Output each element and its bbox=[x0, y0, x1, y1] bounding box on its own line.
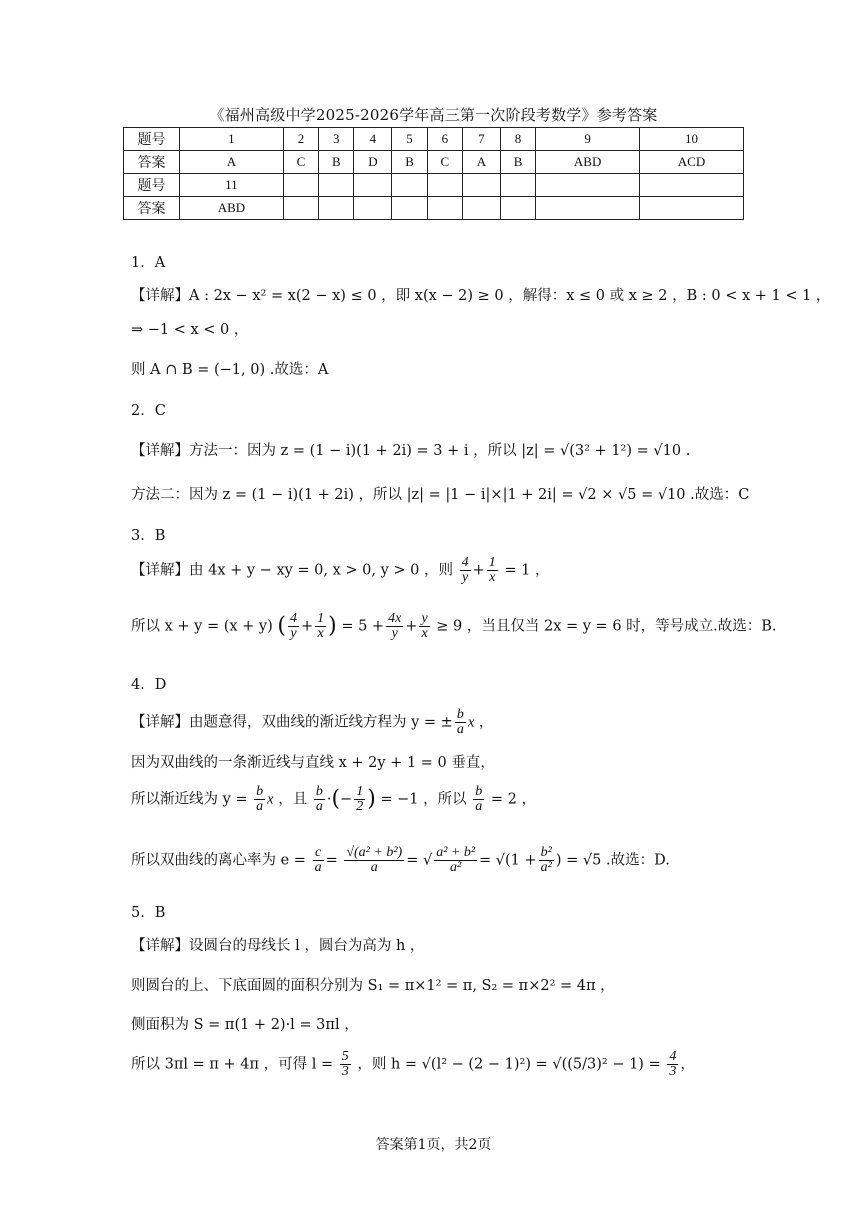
q5-text: 所以 3πl = π + 4π ，可得 l = bbox=[131, 1056, 334, 1073]
table-cell: A bbox=[180, 151, 284, 174]
table-cell bbox=[640, 174, 744, 197]
q3-detail-line: 【详解】由 4x + y − xy = 0, x > 0, y > 0 ，则 $\frac{4}{y}$ + $\frac{1}{x}$ = 1 ， bbox=[131, 555, 550, 585]
table-cell: B bbox=[500, 151, 535, 174]
q4-detail-line: 所以双曲线的离心率为 e = $\frac{c}{a}$ = $\frac{\text{√(a² + b²)}}{a}$ = √ $\frac{\text{a² + b²}}{\text{a²}}$ = √(1 + $\frac{\text{b²}}{\text{a²}}$ ) = √5 .故选：D. bbox=[131, 845, 670, 875]
q4-detail-line: 所以渐近线为 y = $\frac{b}{a}$ x ，且 $\frac{b}{a}$ ·(− $\frac{1}{2}$ ) = −1 ，所以 $\frac{b}{a}$ = 2 ， bbox=[131, 784, 536, 814]
table-cell bbox=[536, 174, 640, 197]
table-row bbox=[124, 197, 744, 220]
fraction: $\frac{\text{a² + b²}}{\text{a²}}$ bbox=[436, 845, 476, 875]
fraction: $\frac{1}{x}$ bbox=[317, 611, 325, 641]
q3-heading: 3．B bbox=[131, 528, 166, 544]
fraction: $\frac{y}{x}$ bbox=[421, 611, 428, 641]
q3-text: = 1 ， bbox=[504, 562, 550, 579]
table-cell: 5 bbox=[392, 128, 427, 151]
q2-method-one: 【详解】方法一：因为 z = (1 − i)(1 + 2i) = 3 + i ，所以 |z| = √(3² + 1²) = √10 . bbox=[131, 443, 691, 459]
q5-detail-line: 侧面积为 S = π(1 + 2)·l = 3πl ， bbox=[131, 1017, 359, 1033]
table-cell: C bbox=[427, 151, 462, 174]
table-cell bbox=[354, 197, 392, 220]
q4-text: ，且 bbox=[278, 791, 308, 808]
fraction: $\frac{b}{a}$ bbox=[315, 784, 323, 814]
fraction: $\frac{c}{a}$ bbox=[314, 845, 322, 875]
q3-text: 【详解】由 4x + y − xy = 0, x > 0, y > 0 ，则 bbox=[131, 562, 454, 579]
q3-detail-line: 所以 x + y = (x + y) ( $\frac{4}{y}$ + $\frac{1}{x}$ ) = 5 + $\frac{4x}{y}$ + $\frac{y}{x}$ ≥ 9 ，当且仅当 2x = y = 6 时，等号成立.故选：B. bbox=[131, 611, 777, 641]
q5-detail-line: 【详解】设圆台的母线长 l ，圆台为高为 h ， bbox=[131, 938, 425, 954]
q2-heading: 2．C bbox=[131, 403, 166, 419]
table-cell: ABD bbox=[180, 197, 284, 220]
table-cell bbox=[500, 174, 535, 197]
fraction: $\frac{5}{3}$ bbox=[341, 1049, 349, 1079]
answer-table bbox=[123, 127, 744, 220]
row-label: 题号 bbox=[124, 128, 180, 151]
row-label: 题号 bbox=[124, 174, 180, 197]
q3-text: 所以 x + y = (x + y) bbox=[131, 618, 273, 635]
fraction: $\frac{4x}{y}$ bbox=[388, 611, 402, 641]
table-cell bbox=[462, 174, 500, 197]
table-cell: 2 bbox=[283, 128, 318, 151]
table-row bbox=[124, 151, 744, 174]
q4-detail-line: 因为双曲线的一条渐近线与直线 x + 2y + 1 = 0 垂直， bbox=[131, 755, 495, 771]
table-cell: 8 bbox=[500, 128, 535, 151]
fraction: $\frac{1}{x}$ bbox=[488, 555, 496, 585]
table-cell bbox=[283, 174, 318, 197]
table-row bbox=[124, 128, 744, 151]
table-cell: 11 bbox=[180, 174, 284, 197]
table-cell: B bbox=[319, 151, 354, 174]
table-cell bbox=[427, 197, 462, 220]
q5-heading: 5．B bbox=[131, 905, 166, 921]
table-cell: 1 bbox=[180, 128, 284, 151]
row-label: 答案 bbox=[124, 197, 180, 220]
table-cell: D bbox=[354, 151, 392, 174]
fraction: $\frac{b}{a}$ bbox=[475, 784, 483, 814]
q5-text: ，则 h = √(l² − (2 − 1)²) = √((5/3)² − 1) = bbox=[357, 1056, 661, 1073]
q4-heading: 4．D bbox=[131, 677, 167, 693]
row-label: 答案 bbox=[124, 151, 180, 174]
table-cell: C bbox=[283, 151, 318, 174]
table-cell: 7 bbox=[462, 128, 500, 151]
fraction: $\frac{b}{a}$ bbox=[256, 784, 264, 814]
table-cell: ACD bbox=[640, 151, 744, 174]
table-cell bbox=[500, 197, 535, 220]
table-cell bbox=[462, 197, 500, 220]
table-cell bbox=[319, 197, 354, 220]
q3-text: ≥ 9 ，当且仅当 2x = y = 6 时，等号成立.故选：B. bbox=[436, 618, 777, 635]
table-cell: 3 bbox=[319, 128, 354, 151]
q2-method-two: 方法二：因为 z = (1 − i)(1 + 2i) ，所以 |z| = |1 − i|×|1 + 2i| = √2 × √5 = √10 .故选：C bbox=[131, 487, 750, 503]
q4-detail-line: 【详解】由题意得，双曲线的渐近线方程为 y = ± $\frac{b}{a}$ x ， bbox=[131, 707, 494, 737]
fraction: $\frac{\text{b²}}{\text{a²}}$ bbox=[540, 845, 552, 875]
q5-detail-line: 则圆台的上、下底面圆的面积分别为 S₁ = π×1² = π, S₂ = π×2² = 4π ， bbox=[131, 978, 615, 994]
q4-text: = √5 .故选：D. bbox=[566, 852, 670, 869]
q4-text: = −1 ，所以 bbox=[380, 791, 467, 808]
q5-detail-line bbox=[131, 1050, 695, 1079]
table-cell bbox=[392, 197, 427, 220]
fraction: $\frac{1}{2}$ bbox=[356, 784, 364, 814]
q5-text: ， bbox=[680, 1056, 695, 1073]
table-cell bbox=[427, 174, 462, 197]
table-cell bbox=[354, 174, 392, 197]
table-cell: B bbox=[392, 151, 427, 174]
table-cell bbox=[283, 197, 318, 220]
q1-detail-line: 【详解】A : 2x − x² = x(2 − x) ≤ 0 ，即 x(x − 2) ≥ 0 ，解得：x ≤ 0 或 x ≥ 2 ，B : 0 < x + 1 < 1 ， bbox=[131, 288, 831, 304]
table-cell: 9 bbox=[536, 128, 640, 151]
table-cell: A bbox=[462, 151, 500, 174]
document-title: 《福州高级中学2025-2026学年高三第一次阶段考数学》参考答案 bbox=[209, 106, 658, 124]
fraction: $\frac{b}{a}$ bbox=[456, 707, 464, 737]
q1-conclusion: 则 A ∩ B = (−1, 0) .故选：A bbox=[131, 362, 329, 378]
table-cell: ABD bbox=[536, 151, 640, 174]
q4-text: 所以渐近线为 y = bbox=[131, 791, 248, 808]
table-cell bbox=[536, 197, 640, 220]
page-footer: 答案第1页，共2页 bbox=[375, 1137, 492, 1153]
fraction: $\frac{4}{3}$ bbox=[669, 1049, 677, 1079]
q1-detail-line: ⇒ −1 < x < 0 ， bbox=[131, 322, 249, 338]
q1-heading: 1．A bbox=[131, 255, 166, 271]
table-cell bbox=[392, 174, 427, 197]
q4-text: = 2 ， bbox=[490, 791, 536, 808]
table-cell: 10 bbox=[640, 128, 744, 151]
fraction: $\frac{\text{√(a² + b²)}}{a}$ bbox=[346, 845, 403, 875]
table-cell: 4 bbox=[354, 128, 392, 151]
table-cell bbox=[319, 174, 354, 197]
table-cell bbox=[640, 197, 744, 220]
q4-text: 【详解】由题意得，双曲线的渐近线方程为 y = ± bbox=[131, 714, 453, 731]
fraction: $\frac{4}{y}$ bbox=[289, 611, 297, 641]
table-cell: 6 bbox=[427, 128, 462, 151]
q4-text: 所以双曲线的离心率为 e = bbox=[131, 852, 306, 869]
table-row bbox=[124, 174, 744, 197]
fraction: $\frac{4}{y}$ bbox=[461, 555, 469, 585]
